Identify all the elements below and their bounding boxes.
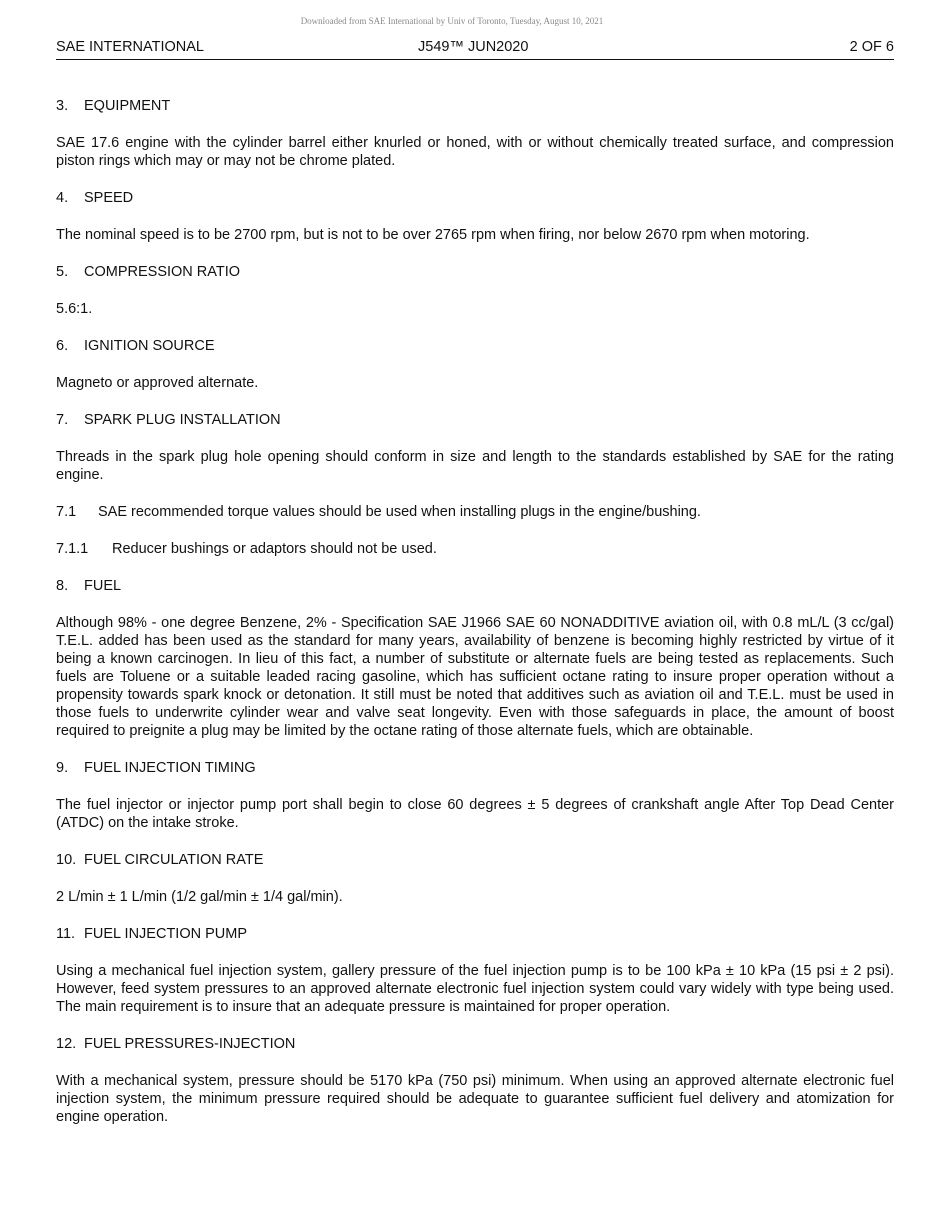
section-number: 7.1: [56, 504, 77, 520]
section-title: EQUIPMENT: [84, 98, 171, 114]
section-number: 7.: [56, 412, 69, 428]
section-number: 9.: [56, 760, 69, 776]
section-8-text: Although 98% - one degree Benzene, 2% - Specification SAE J1966 SAE 60 NONADDITIVE aviation oil, with 0.8 mL/L (3 cc/gal) T.E.L. added has been used as the standard for many years, availability of benzene is becoming highly restricted by virtue of it being a known carcinogen. In lieu of this fact, a number of substitute or alternate fuels are being tested as replacements. Such fuels are Toluene or a suitable leaded racing gasoline, which has sufficient octane rating to insure proper operation without a propensity towards spark knock or detonation. It still must be noted that additives such as aviation oil and T.E.L. must be used in those fuels to underwrite cylinder wear and valve seat longevity. Even with those safeguards in place, the amount of boost required to preignite a plug may be limited by the octane rating of those alternate fuels, which are obtainable.: [56, 615, 894, 739]
section-3-heading: [56, 97, 894, 115]
section-number: 6.: [56, 338, 69, 354]
section-title: SPEED: [84, 190, 134, 206]
section-5-heading: [56, 263, 894, 281]
section-7-1: [56, 503, 894, 521]
section-7-1-1: [56, 540, 894, 558]
section-10-text: 2 L/min ± 1 L/min (1/2 gal/min ± 1/4 gal/min).: [56, 889, 343, 905]
section-9-heading: [56, 759, 894, 777]
section-4-heading: [56, 189, 894, 207]
document-body: [56, 97, 894, 1145]
section-11-text: Using a mechanical fuel injection system, gallery pressure of the fuel injection pump is to be 100 kPa ± 10 kPa (15 psi ± 2 psi). However, feed system pressures to an approved alternate electronic fuel injection system could vary widely with type being used. The main requirement is to insure that an adequate pressure is maintained for proper operation.: [56, 963, 894, 1015]
section-number: 5.: [56, 264, 69, 280]
section-title: FUEL INJECTION TIMING: [84, 760, 256, 776]
section-number: 12.: [56, 1036, 77, 1052]
section-11-heading: [56, 925, 894, 943]
section-12-heading: [56, 1035, 894, 1053]
section-5-text: 5.6:1.: [56, 301, 93, 317]
section-title: FUEL: [84, 578, 122, 594]
section-title: FUEL INJECTION PUMP: [84, 926, 248, 942]
section-3-text: SAE 17.6 engine with the cylinder barrel either knurled or honed, with or without chemically treated surface, and compression piston rings which may or may not be chrome plated.: [56, 135, 894, 169]
header-page-number: 2 OF 6: [849, 39, 894, 55]
section-12-text: With a mechanical system, pressure should be 5170 kPa (750 psi) minimum. When using an approved alternate electronic fuel injection system, the minimum pressure required should be adequate to guarantee sufficient fuel delivery and atomization for engine operation.: [56, 1073, 894, 1125]
header-org: SAE INTERNATIONAL: [56, 39, 204, 55]
section-6-heading: [56, 337, 894, 355]
section-number: 11.: [56, 926, 76, 942]
section-text: Reducer bushings or adaptors should not be used.: [112, 541, 437, 557]
section-title: IGNITION SOURCE: [84, 338, 215, 354]
page-header: [56, 39, 894, 60]
section-number: 8.: [56, 578, 69, 594]
section-title: COMPRESSION RATIO: [84, 264, 241, 280]
section-number: 10.: [56, 852, 77, 868]
section-10-heading: [56, 851, 894, 869]
section-number: 3.: [56, 98, 69, 114]
section-title: SPARK PLUG INSTALLATION: [84, 412, 281, 428]
section-title: FUEL CIRCULATION RATE: [84, 852, 264, 868]
section-text: SAE recommended torque values should be used when installing plugs in the engine/bushing.: [98, 504, 701, 520]
download-watermark: Downloaded from SAE International by Univ of Toronto, Tuesday, August 10, 2021: [300, 16, 604, 26]
section-7-heading: [56, 411, 894, 429]
section-6-text: Magneto or approved alternate.: [56, 375, 259, 391]
header-doc-id: J549™ JUN2020: [418, 39, 529, 55]
section-9-text: The fuel injector or injector pump port shall begin to close 60 degrees ± 5 degrees of crankshaft angle After Top Dead Center (ATDC) on the intake stroke.: [56, 797, 894, 831]
section-7-text: Threads in the spark plug hole opening should conform in size and length to the standards established by SAE for the rating engine.: [56, 449, 894, 483]
section-number: 4.: [56, 190, 69, 206]
section-title: FUEL PRESSURES-INJECTION: [84, 1036, 296, 1052]
section-4-text: The nominal speed is to be 2700 rpm, but is not to be over 2765 rpm when firing, nor below 2670 rpm when motoring.: [56, 227, 810, 243]
section-8-heading: [56, 577, 894, 595]
section-number: 7.1.1: [56, 541, 89, 557]
